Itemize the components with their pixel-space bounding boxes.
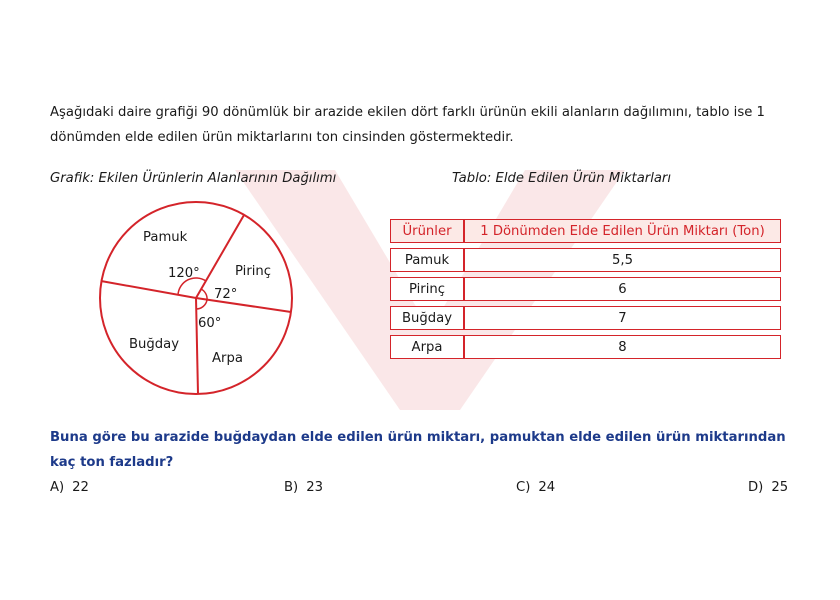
table-cell: Pirinç xyxy=(390,277,464,301)
slice-label-pirinc: Pirinç xyxy=(235,264,272,279)
table-cell: Arpa xyxy=(390,335,464,359)
table-header-row xyxy=(390,219,781,243)
table-row xyxy=(390,306,781,330)
pie-divider-pamuk-pirinc xyxy=(196,215,244,298)
graph-caption: Grafik: Ekilen Ürünlerin Alanlarının Dağılımı xyxy=(50,171,337,186)
option-value: 23 xyxy=(306,480,323,495)
table-header-cell: Ürünler xyxy=(390,219,464,243)
slice-label-pamuk: Pamuk xyxy=(143,230,188,245)
table-cell: 7 xyxy=(464,306,781,330)
table-header-cell: 1 Dönümden Elde Edilen Ürün Miktarı (Ton) xyxy=(464,219,781,243)
option-letter: B) xyxy=(284,480,299,495)
table-cell: Buğday xyxy=(390,306,464,330)
option-letter: C) xyxy=(516,480,531,495)
pie-chart xyxy=(96,200,296,396)
option-letter: A) xyxy=(50,480,65,495)
table-cell: 6 xyxy=(464,277,781,301)
table-cell: 8 xyxy=(464,335,781,359)
option-letter: D) xyxy=(748,480,764,495)
angle-label-arpa: 60° xyxy=(198,316,222,331)
option-c[interactable] xyxy=(516,480,555,495)
pie-divider-pirinc-arpa xyxy=(196,298,291,312)
option-b[interactable] xyxy=(284,480,323,495)
angle-label-pirinc: 72° xyxy=(214,287,238,302)
table-caption: Tablo: Elde Edilen Ürün Miktarları xyxy=(452,171,672,186)
pie-divider-arpa-bugday xyxy=(196,298,198,394)
option-d[interactable] xyxy=(748,480,788,495)
question-text: Buna göre bu arazide buğdaydan elde edilen ürün miktarı, pamuktan elde edilen ürün miktarından kaç ton fazladır? xyxy=(50,430,786,470)
table-row xyxy=(390,277,781,301)
yield-table xyxy=(390,214,781,364)
slice-label-bugday: Buğday xyxy=(129,337,180,352)
table-row xyxy=(390,335,781,359)
option-value: 25 xyxy=(771,480,789,495)
angle-label-pamuk: 120° xyxy=(168,266,200,281)
intro-text: Aşağıdaki daire grafiği 90 dönümlük bir arazide ekilen dört farklı ürünün ekili alanların dağılımını, tablo ise 1 dönümden elde edilen ürün miktarlarını ton cinsinden göstermektedir. xyxy=(50,105,765,145)
slice-label-arpa: Arpa xyxy=(212,351,243,366)
table-cell: 5,5 xyxy=(464,248,781,272)
option-value: 22 xyxy=(72,480,89,495)
option-a[interactable] xyxy=(50,480,89,495)
option-value: 24 xyxy=(538,480,556,495)
table-cell: Pamuk xyxy=(390,248,464,272)
table-row xyxy=(390,248,781,272)
angle-arc-arpa xyxy=(196,300,207,309)
